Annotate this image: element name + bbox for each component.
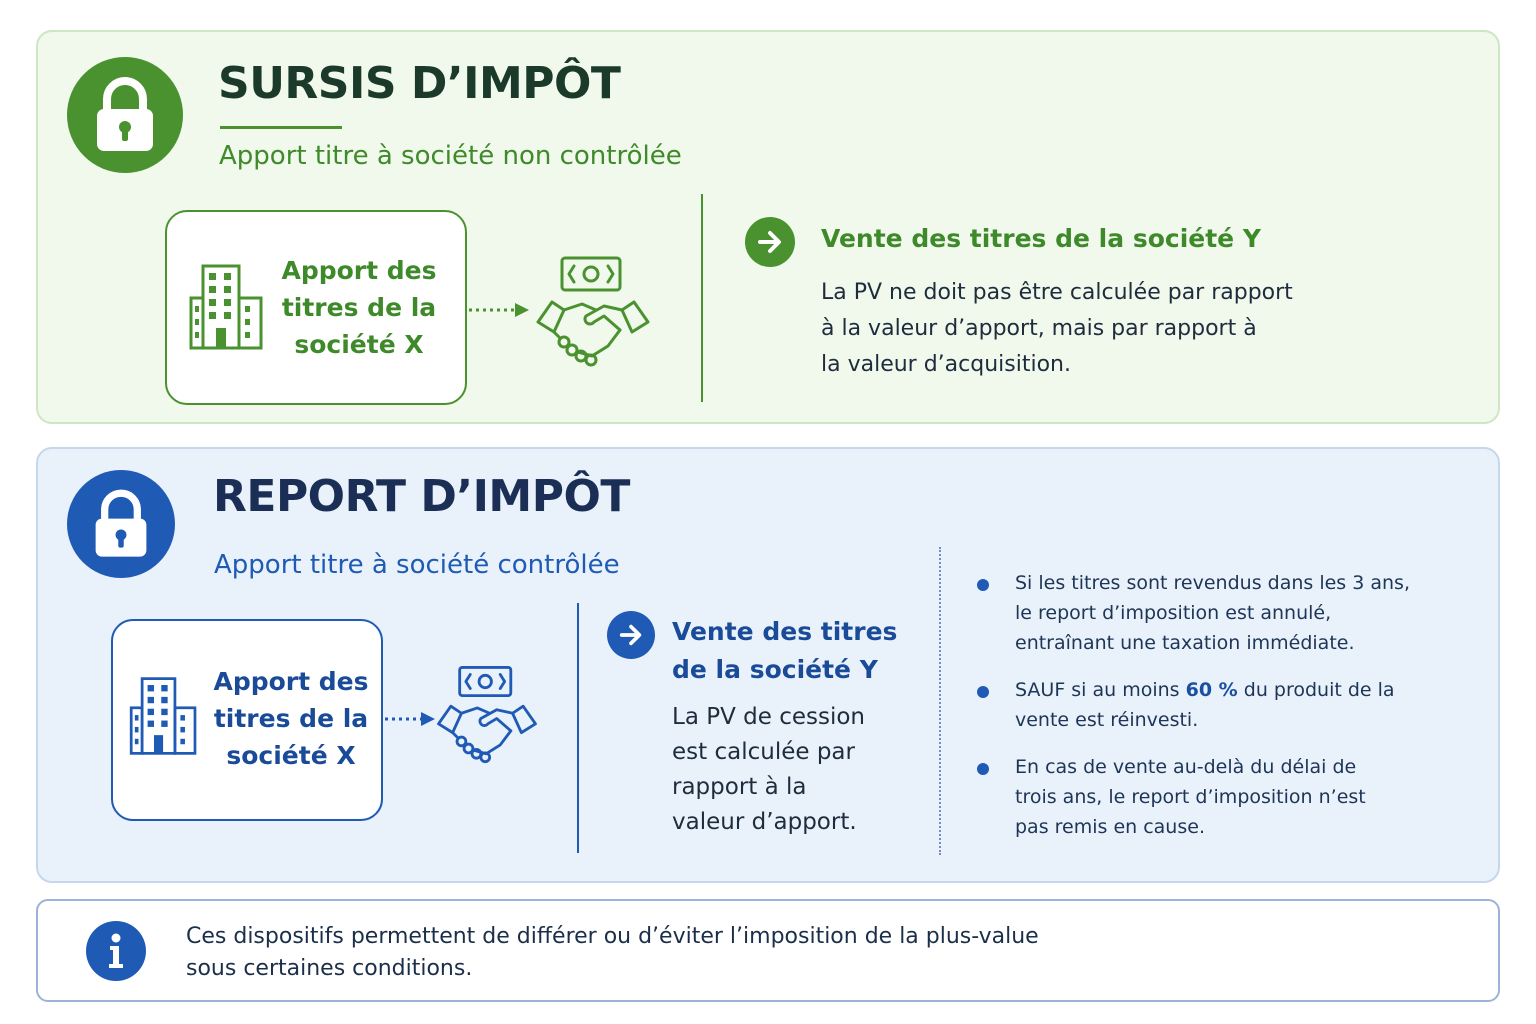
arrow-right-icon (607, 611, 655, 659)
sursis-apport-card (165, 210, 467, 405)
report-conditions-list (975, 568, 1475, 859)
report-title: REPORT D’IMPÔT (213, 471, 630, 522)
report-card-label (209, 663, 373, 774)
body-line: rapport à la (672, 774, 807, 800)
handshake-money-icon (435, 663, 539, 771)
card-label-line: Apport des (213, 667, 369, 696)
report-apport-card (111, 619, 383, 821)
list-item (975, 675, 1475, 735)
sursis-panel (36, 30, 1500, 424)
bullet-line: le report d’imposition est annulé, (1015, 602, 1332, 624)
sursis-subtitle: Apport titre à société non contrôlée (219, 141, 682, 171)
info-line: Ces dispositifs permettent de différer ou d’éviter l’imposition de la plus-value (186, 924, 1039, 949)
sursis-separator (701, 194, 703, 402)
bullet-line: entraînant une taxation immédiate. (1015, 632, 1355, 654)
info-text (186, 921, 1039, 985)
card-label-line: titres de la (281, 293, 437, 322)
bullet-text: du produit de la (1237, 679, 1395, 701)
building-icon (129, 675, 199, 761)
dotted-arrow-icon (383, 711, 437, 731)
sursis-card-label (277, 252, 441, 363)
sursis-title-underline (220, 126, 342, 129)
body-line: à la valeur d’apport, mais par rapport à (821, 316, 1257, 341)
body-line: La PV de cession (672, 704, 865, 730)
report-panel (36, 447, 1500, 883)
report-sale-heading (672, 613, 897, 689)
list-item (975, 752, 1475, 842)
card-label-line: Apport des (281, 256, 437, 285)
padlock-icon (67, 470, 175, 578)
bullet-line: trois ans, le report d’imposition n’est (1015, 786, 1366, 808)
report-sale-body (672, 700, 865, 840)
bullet-line (1015, 675, 1475, 705)
bullet-text: SAUF si au moins (1015, 679, 1186, 701)
body-line: la valeur d’acquisition. (821, 352, 1071, 377)
report-subtitle: Apport titre à société contrôlée (214, 550, 620, 580)
building-icon (189, 262, 265, 356)
card-label-line: société X (226, 741, 356, 770)
bullet-line: vente est réinvesti. (1015, 709, 1199, 731)
heading-line: de la société Y (672, 655, 878, 684)
heading-line: Vente des titres (672, 617, 898, 646)
body-line: La PV ne doit pas être calculée par rapport (821, 280, 1293, 305)
sursis-title: SURSIS D’IMPÔT (218, 58, 621, 109)
card-label-line: titres de la (213, 704, 369, 733)
sursis-sale-heading: Vente des titres de la société Y (821, 224, 1261, 253)
sursis-sale-body (821, 275, 1293, 383)
report-dotted-separator (939, 547, 941, 855)
padlock-icon (67, 57, 183, 173)
report-separator (577, 603, 579, 853)
bullet-line: Si les titres sont revendus dans les 3 ans, (1015, 572, 1410, 594)
dotted-arrow-icon (467, 302, 531, 322)
arrow-right-icon (745, 217, 795, 267)
bullet-line: En cas de vente au-delà du délai de (1015, 756, 1357, 778)
handshake-money-icon (534, 254, 652, 374)
bullet-line: pas remis en cause. (1015, 816, 1205, 838)
info-icon (86, 921, 146, 981)
list-item (975, 568, 1475, 658)
card-label-line: société X (294, 330, 424, 359)
body-line: valeur d’apport. (672, 809, 857, 835)
info-box (36, 899, 1500, 1002)
info-line: sous certaines conditions. (186, 956, 473, 981)
body-line: est calculée par (672, 739, 855, 765)
bullet-highlight: 60 % (1185, 679, 1238, 701)
